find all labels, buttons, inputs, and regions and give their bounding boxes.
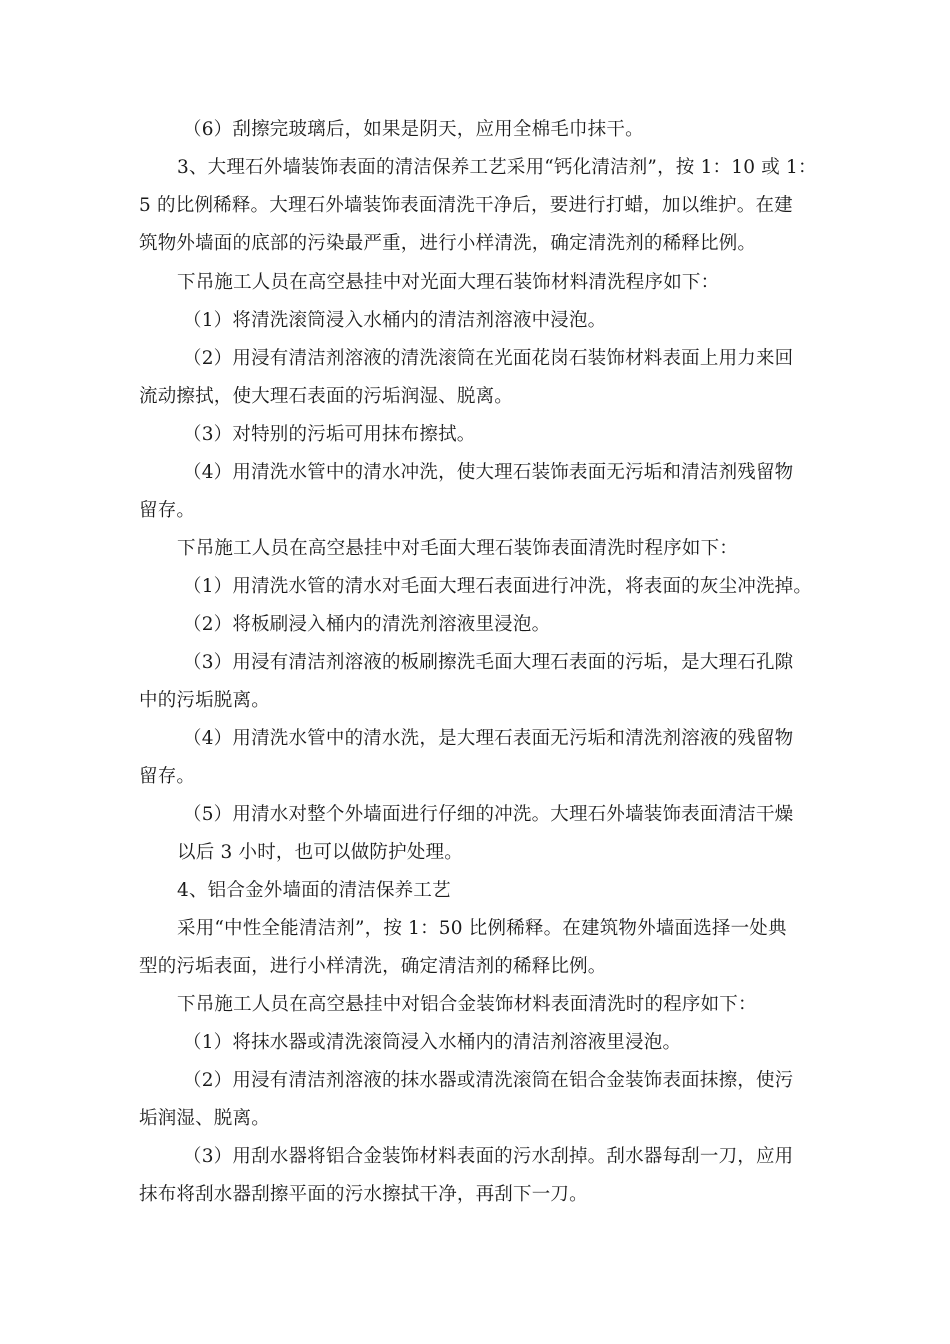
text-line: （6）刮擦完玻璃后，如果是阴天，应用全棉毛巾抹干。 — [183, 119, 644, 140]
text-line: 4、铝合金外墙面的清洁保养工艺 — [177, 880, 451, 901]
text-line: 抹布将刮水器刮擦平面的污水擦拭干净，再刮下一刀。 — [139, 1184, 588, 1205]
text-line: （1）将清洗滚筒浸入水桶内的清洁剂溶液中浸泡。 — [183, 310, 607, 331]
text-line: （1）将抹水器或清洗滚筒浸入水桶内的清洁剂溶液里浸泡。 — [183, 1032, 682, 1053]
text-line: 型的污垢表面，进行小样清洗，确定清洁剂的稀释比例。 — [139, 956, 607, 977]
text-line: 以后 3 小时，也可以做防护处理。 — [177, 842, 463, 863]
text-line: 下吊施工人员在高空悬挂中对光面大理石装饰材料清洗程序如下： — [177, 272, 720, 293]
text-line: （4）用清洗水管中的清水冲洗，使大理石装饰表面无污垢和清洁剂残留物 — [183, 462, 794, 483]
text-line: 下吊施工人员在高空悬挂中对铝合金装饰材料表面清洗时的程序如下： — [177, 994, 757, 1015]
text-line: 采用“中性全能清洁剂”，按 1：50 比例稀释。在建筑物外墙面选择一处典 — [177, 918, 787, 939]
text-line: 留存。 — [139, 766, 196, 787]
text-line: 流动擦拭，使大理石表面的污垢润湿、脱离。 — [139, 386, 514, 407]
text-line: （3）对特别的污垢可用抹布擦拭。 — [183, 424, 476, 445]
text-line: （4）用清洗水管中的清水洗，是大理石表面无污垢和清洗剂溶液的残留物 — [183, 728, 794, 749]
text-line: （1）用清洗水管的清水对毛面大理石表面进行冲洗，将表面的灰尘冲洗掉。 — [183, 576, 813, 597]
text-line: 垢润湿、脱离。 — [139, 1108, 270, 1129]
text-line: （2）用浸有清洁剂溶液的抹水器或清洗滚筒在铝合金装饰表面抹擦，使污 — [183, 1070, 794, 1091]
text-line: （2）将板刷浸入桶内的清洗剂溶液里浸泡。 — [183, 614, 551, 635]
text-line: 留存。 — [139, 500, 196, 521]
text-line: 3、大理石外墙装饰表面的清洁保养工艺采用“钙化清洁剂”，按 1：10 或 1： — [177, 157, 817, 178]
text-line: 5 的比例稀释。大理石外墙装饰表面清洗干净后，要进行打蜡，加以维护。在建 — [139, 195, 793, 216]
text-line: （3）用浸有清洁剂溶液的板刷擦洗毛面大理石表面的污垢，是大理石孔隙 — [183, 652, 794, 673]
text-line: 下吊施工人员在高空悬挂中对毛面大理石装饰表面清洗时程序如下： — [177, 538, 739, 559]
text-line: 筑物外墙面的底部的污染最严重，进行小样清洗，确定清洗剂的稀释比例。 — [139, 233, 757, 254]
text-line: （3）用刮水器将铝合金装饰材料表面的污水刮掉。刮水器每刮一刀，应用 — [183, 1146, 794, 1167]
text-line: 中的污垢脱离。 — [139, 690, 270, 711]
text-line: （2）用浸有清洁剂溶液的清洗滚筒在光面花岗石装饰材料表面上用力来回 — [183, 348, 794, 369]
text-line: （5）用清水对整个外墙面进行仔细的冲洗。大理石外墙装饰表面清洁干燥 — [183, 804, 794, 825]
